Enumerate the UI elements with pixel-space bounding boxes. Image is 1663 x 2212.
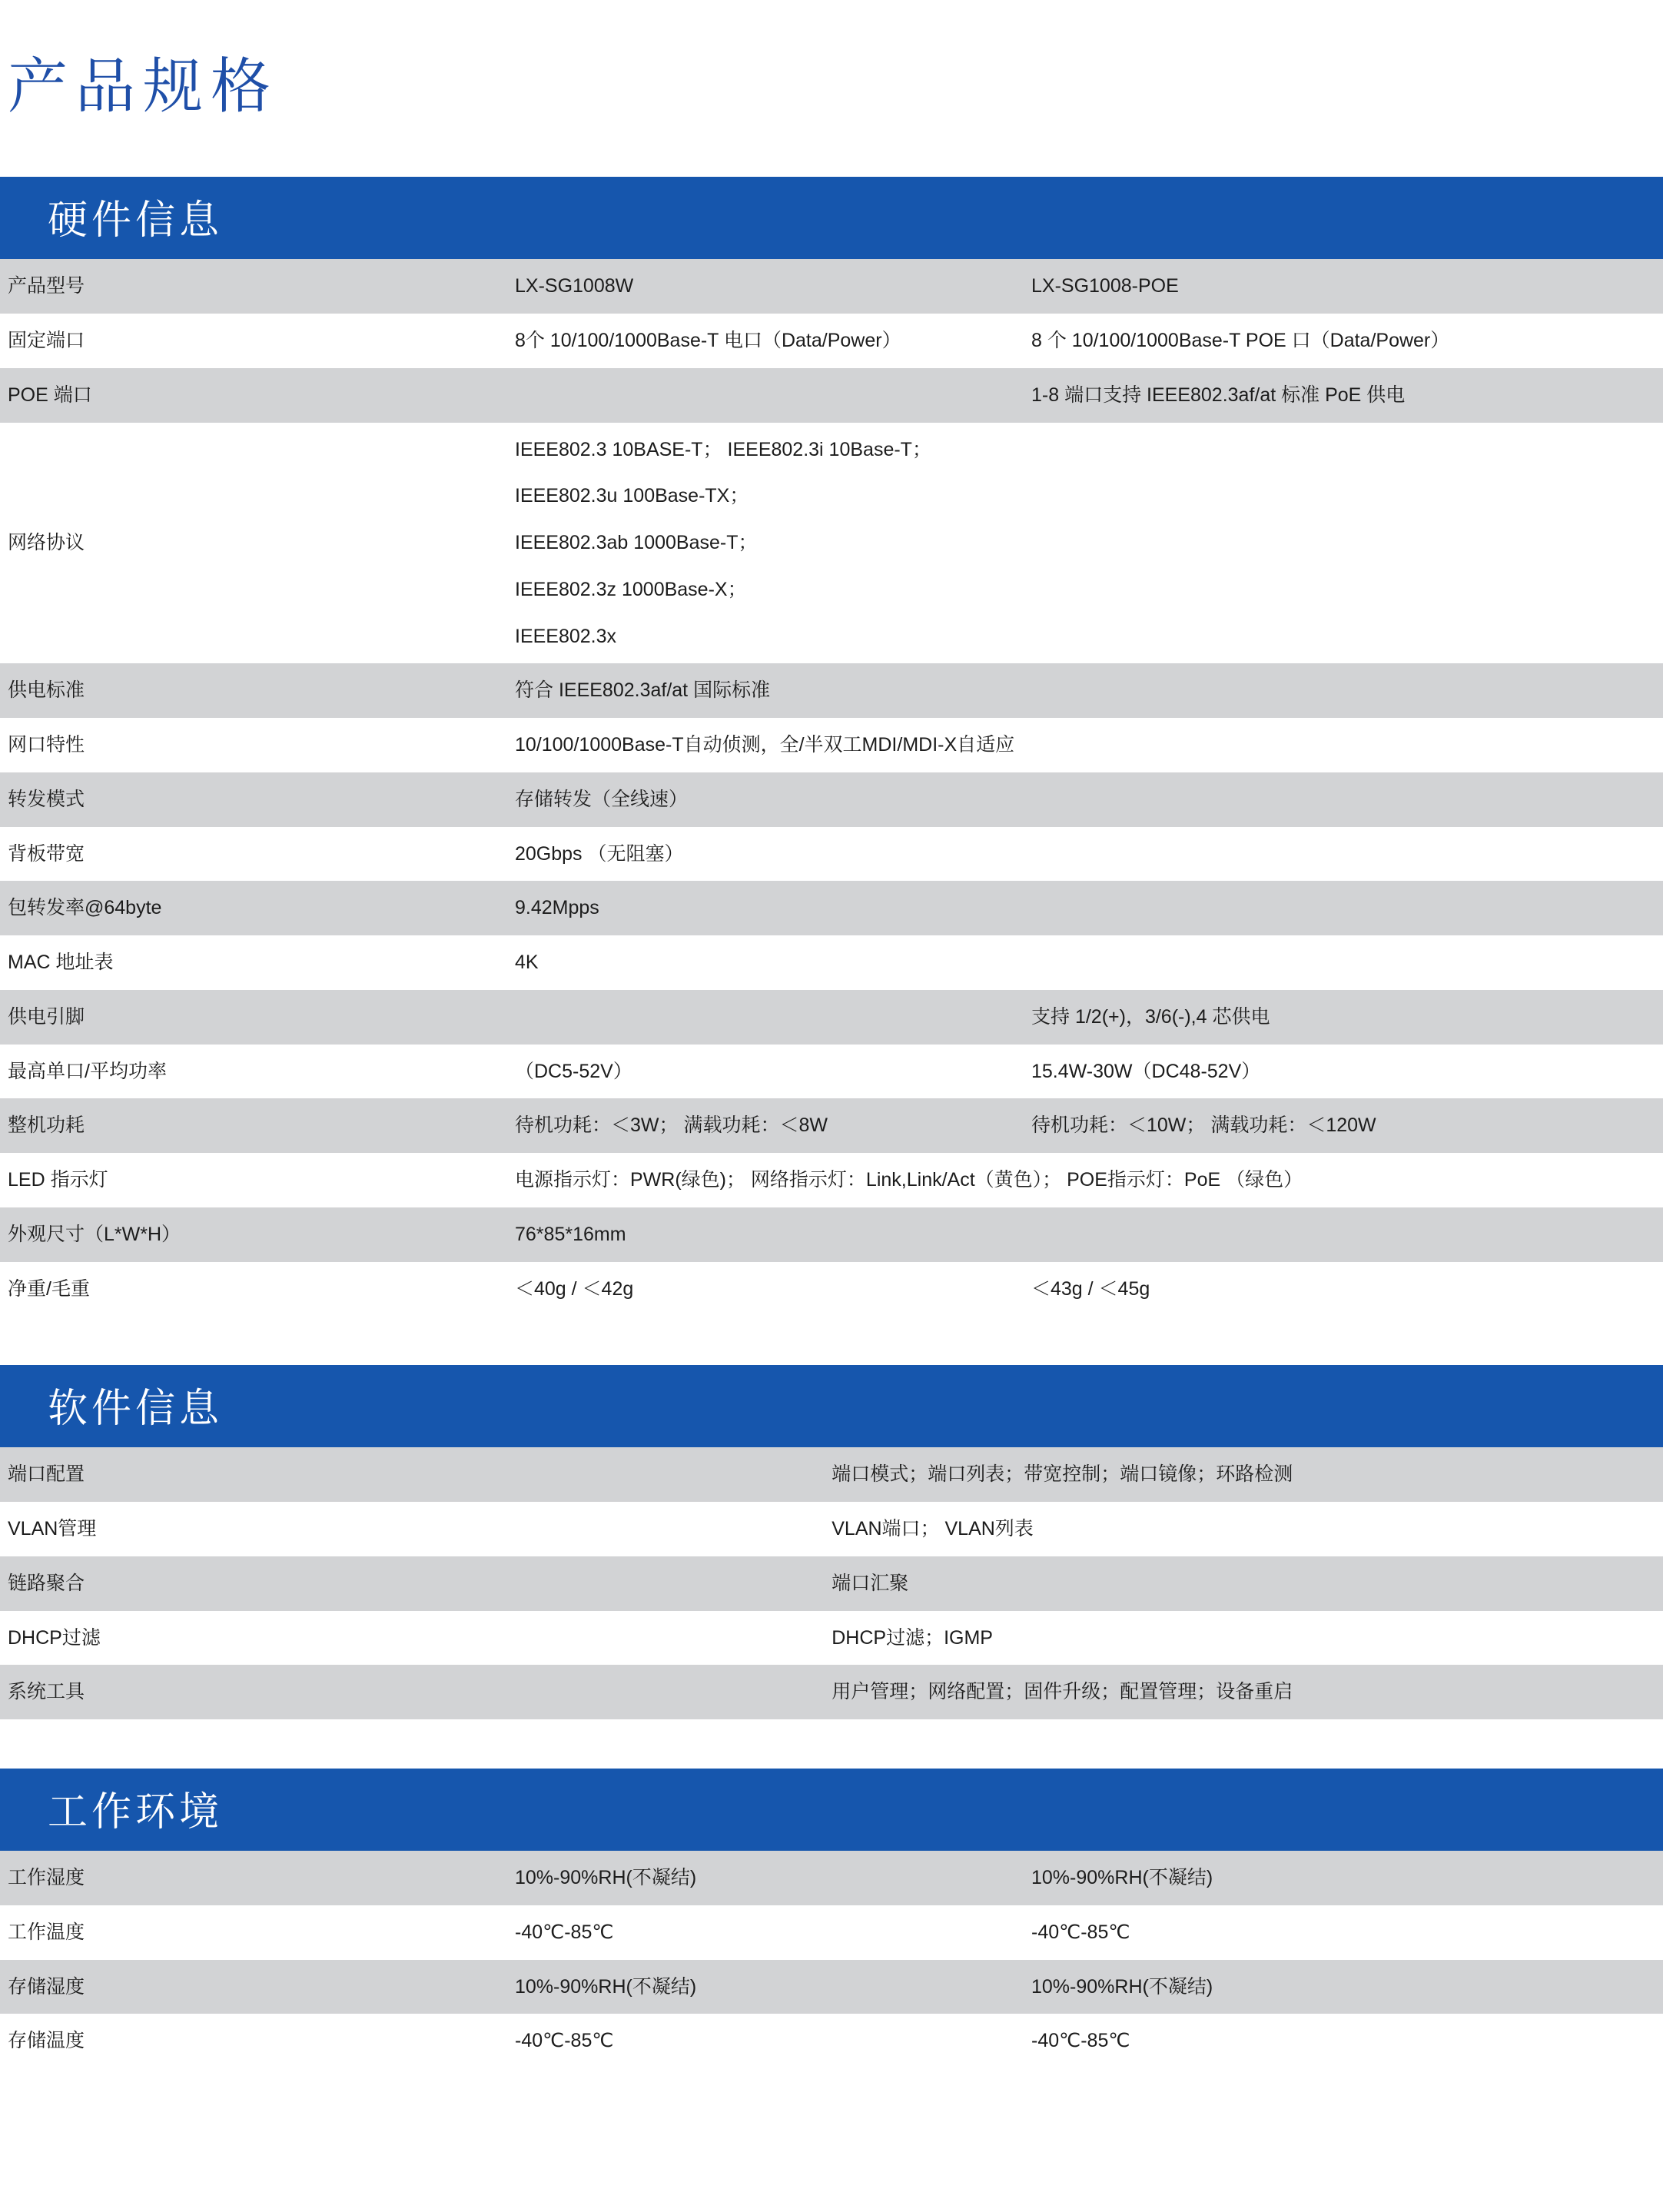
table-row-network-protocol [0, 423, 1663, 664]
table-row [0, 314, 1663, 368]
row-value-total-power-w: 待机功耗：＜3W； 满载功耗：＜8W [507, 1098, 1024, 1153]
table-row [0, 827, 1663, 882]
hardware-spec-table [0, 259, 1663, 1316]
row-value-poeport-w [507, 368, 1024, 423]
row-value-empty [507, 990, 1024, 1045]
row-value-empty [1024, 772, 1663, 827]
row-label: 链路聚合 [0, 1556, 824, 1611]
row-label: 背板带宽 [0, 827, 507, 882]
row-value-power-standard: 符合 IEEE802.3af/at 国际标准 [507, 663, 1024, 718]
section-heading-hardware: 硬件信息 [0, 177, 1663, 259]
row-value-ports-poe: 8 个 10/100/1000Base-T POE 口（Data/Power） [1024, 314, 1663, 368]
table-row [0, 1153, 1663, 1207]
section-heading-environment: 工作环境 [0, 1769, 1663, 1851]
row-label: LED 指示灯 [0, 1153, 507, 1207]
table-row [0, 1556, 1663, 1611]
table-row [0, 368, 1663, 423]
row-value-work-temp-poe: -40℃-85℃ [1024, 1905, 1663, 1960]
row-value-empty [1024, 881, 1663, 935]
row-value-empty [1024, 718, 1663, 772]
row-value-network-protocol [507, 423, 1024, 664]
row-label: 包转发率@64byte [0, 881, 507, 935]
row-label: 工作温度 [0, 1905, 507, 1960]
row-label: POE 端口 [0, 368, 507, 423]
row-label: 系统工具 [0, 1665, 824, 1719]
row-value-link-agg: 端口汇聚 [824, 1556, 1663, 1611]
row-value-power-pin: 支持 1/2(+)，3/6(-),4 芯供电 [1024, 990, 1663, 1045]
row-label: 产品型号 [0, 259, 507, 314]
row-label: 存储温度 [0, 2014, 507, 2068]
table-row [0, 1960, 1663, 2014]
row-value-forward-mode: 存储转发（全线速） [507, 772, 1024, 827]
row-value-store-temp-poe: -40℃-85℃ [1024, 2014, 1663, 2068]
row-value-system-tools: 用户管理；网络配置；固件升级；配置管理；设备重启 [824, 1665, 1663, 1719]
row-label: 最高单口/平均功率 [0, 1045, 507, 1099]
table-row [0, 990, 1663, 1045]
table-row [0, 772, 1663, 827]
row-value-model-poe: LX-SG1008-POE [1024, 259, 1663, 314]
row-value-packet-rate: 9.42Mpps [507, 881, 1024, 935]
row-label: 固定端口 [0, 314, 507, 368]
row-value-dimension: 76*85*16mm [507, 1207, 1024, 1262]
protocol-line: IEEE802.3u 100Base-TX； [515, 485, 749, 507]
row-label: 净重/毛重 [0, 1262, 507, 1317]
table-row [0, 1905, 1663, 1960]
table-row [0, 1045, 1663, 1099]
row-value-work-humidity-poe: 10%-90%RH(不凝结) [1024, 1851, 1663, 1905]
row-value-ports-w: 8个 10/100/1000Base-T 电口（Data/Power） [507, 314, 1024, 368]
page-title: 产品规格 [8, 52, 279, 121]
row-label: 转发模式 [0, 772, 507, 827]
table-row [0, 718, 1663, 772]
row-value-empty [1024, 935, 1663, 990]
table-row [0, 1611, 1663, 1666]
row-label: 网口特性 [0, 718, 507, 772]
row-value-mac-table: 4K [507, 935, 1024, 990]
row-value-max-power-w: （DC5-52V） [507, 1045, 1024, 1099]
protocol-line: IEEE802.3ab 1000Base-T； [515, 532, 758, 554]
table-row [0, 1262, 1663, 1317]
row-value-empty [1024, 827, 1663, 882]
row-value-model-w: LX-SG1008W [507, 259, 1024, 314]
row-label: MAC 地址表 [0, 935, 507, 990]
environment-spec-table [0, 1851, 1663, 2068]
row-value-store-temp-w: -40℃-85℃ [507, 2014, 1024, 2068]
table-row [0, 1665, 1663, 1719]
row-value-empty [1024, 663, 1663, 718]
software-spec-table [0, 1447, 1663, 1719]
protocol-line: IEEE802.3 10BASE-T； IEEE802.3i 10Base-T； [515, 438, 931, 460]
table-row [0, 259, 1663, 314]
row-label: 网络协议 [0, 423, 507, 664]
table-row [0, 881, 1663, 935]
row-value-weight-w: ＜40g / ＜42g [507, 1262, 1024, 1317]
row-value-port-config: 端口模式；端口列表；带宽控制；端口镜像；环路检测 [824, 1447, 1663, 1502]
row-value-led: 电源指示灯：PWR(绿色)； 网络指示灯：Link,Link/Act（黄色）； POE指示灯：PoE （绿色） [507, 1153, 1663, 1207]
row-label: 端口配置 [0, 1447, 824, 1502]
table-row [0, 663, 1663, 718]
row-value-store-humidity-poe: 10%-90%RH(不凝结) [1024, 1960, 1663, 2014]
table-row [0, 1502, 1663, 1556]
row-value-store-humidity-w: 10%-90%RH(不凝结) [507, 1960, 1024, 2014]
row-label: 供电标准 [0, 663, 507, 718]
table-row [0, 1207, 1663, 1262]
row-label: 存储湿度 [0, 1960, 507, 2014]
table-row [0, 2014, 1663, 2068]
protocol-line: IEEE802.3x [515, 625, 617, 647]
row-label: 工作湿度 [0, 1851, 507, 1905]
row-label: 整机功耗 [0, 1098, 507, 1153]
row-value-backplane: 20Gbps （无阻塞） [507, 827, 1024, 882]
row-value-empty [1024, 423, 1663, 664]
row-value-vlan: VLAN端口； VLAN列表 [824, 1502, 1663, 1556]
table-row [0, 1851, 1663, 1905]
row-value-empty [1024, 1207, 1663, 1262]
table-row [0, 935, 1663, 990]
row-value-weight-poe: ＜43g / ＜45g [1024, 1262, 1663, 1317]
row-label: 供电引脚 [0, 990, 507, 1045]
section-heading-software: 软件信息 [0, 1365, 1663, 1447]
table-row [0, 1098, 1663, 1153]
table-row [0, 1447, 1663, 1502]
row-value-dhcp: DHCP过滤；IGMP [824, 1611, 1663, 1666]
section-gap [0, 1316, 1663, 1365]
row-value-work-temp-w: -40℃-85℃ [507, 1905, 1024, 1960]
protocol-line: IEEE802.3z 1000Base-X； [515, 578, 747, 600]
row-value-port-feature: 10/100/1000Base-T自动侦测，全/半双工MDI/MDI-X自适应 [507, 718, 1024, 772]
row-label: VLAN管理 [0, 1502, 824, 1556]
row-value-max-power-poe: 15.4W-30W（DC48-52V） [1024, 1045, 1663, 1099]
row-value-work-humidity-w: 10%-90%RH(不凝结) [507, 1851, 1024, 1905]
row-label: 外观尺寸（L*W*H） [0, 1207, 507, 1262]
section-gap [0, 1719, 1663, 1769]
row-value-total-power-poe: 待机功耗：＜10W； 满载功耗：＜120W [1024, 1098, 1663, 1153]
product-spec-page [0, 40, 1663, 2114]
row-label: DHCP过滤 [0, 1611, 824, 1666]
row-value-poeport-poe: 1-8 端口支持 IEEE802.3af/at 标准 PoE 供电 [1024, 368, 1663, 423]
